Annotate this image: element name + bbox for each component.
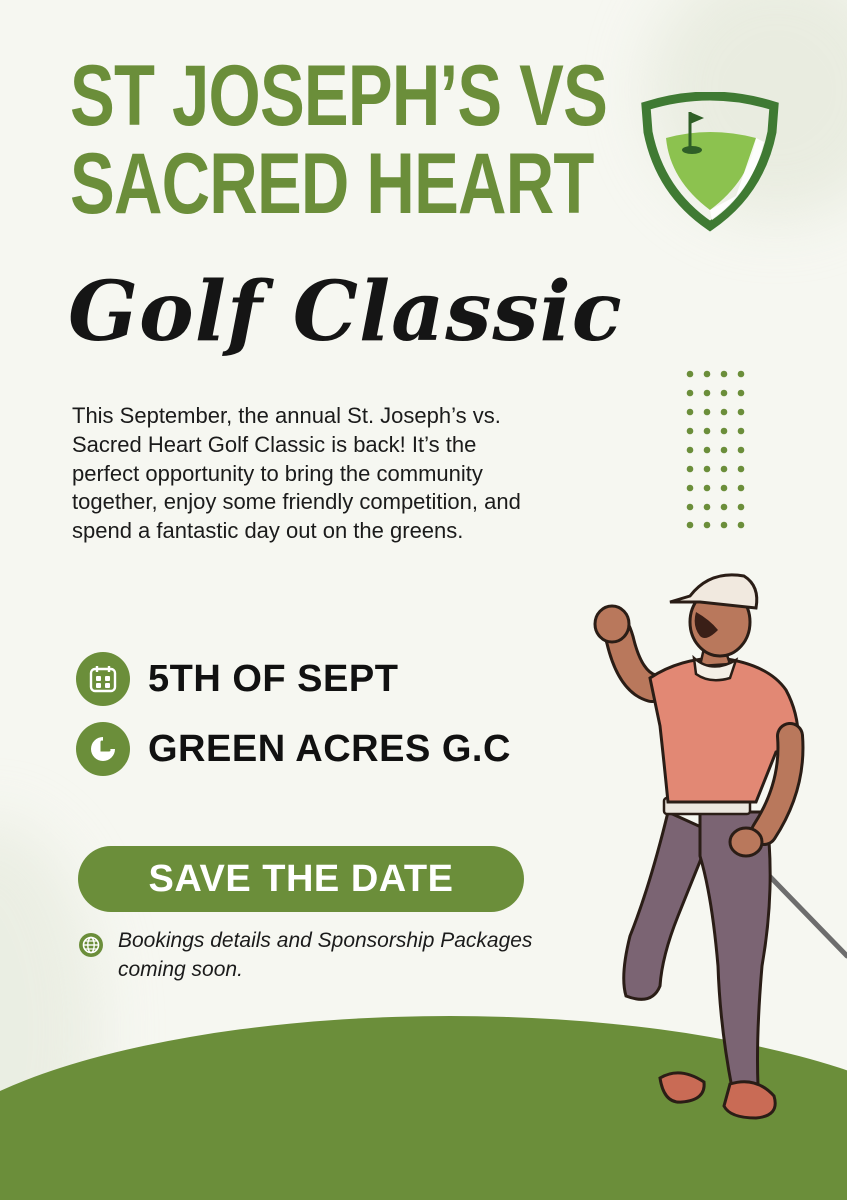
clock-icon <box>76 722 130 776</box>
save-the-date-button[interactable]: SAVE THE DATE <box>78 846 524 912</box>
event-title <box>70 48 608 232</box>
booking-note <box>78 926 538 984</box>
golf-shield-logo <box>640 92 780 232</box>
event-date-row <box>76 652 398 706</box>
title-line-1: ST JOSEPH’S VS <box>70 48 608 144</box>
event-description: This September, the annual St. Joseph’s vs. Sacred Heart Golf Classic is back! It’s the perfect opportunity to bring the community together, enjoy some friendly competition, and spend a fantastic day out on the greens. <box>72 403 521 544</box>
calendar-icon <box>76 652 130 706</box>
event-venue: GREEN ACRES G.C <box>148 727 511 770</box>
celebrating-golfer-illustration <box>560 566 847 1166</box>
decorative-dot-grid <box>686 370 748 530</box>
booking-note-text: Bookings details and Sponsorship Packages coming soon. <box>118 929 533 981</box>
event-venue-row <box>76 722 511 776</box>
event-date: 5TH OF SEPT <box>148 657 399 700</box>
globe-icon <box>78 932 104 958</box>
title-line-2: SACRED HEART <box>70 136 594 232</box>
event-subtitle-script: Golf Classic <box>68 264 623 360</box>
